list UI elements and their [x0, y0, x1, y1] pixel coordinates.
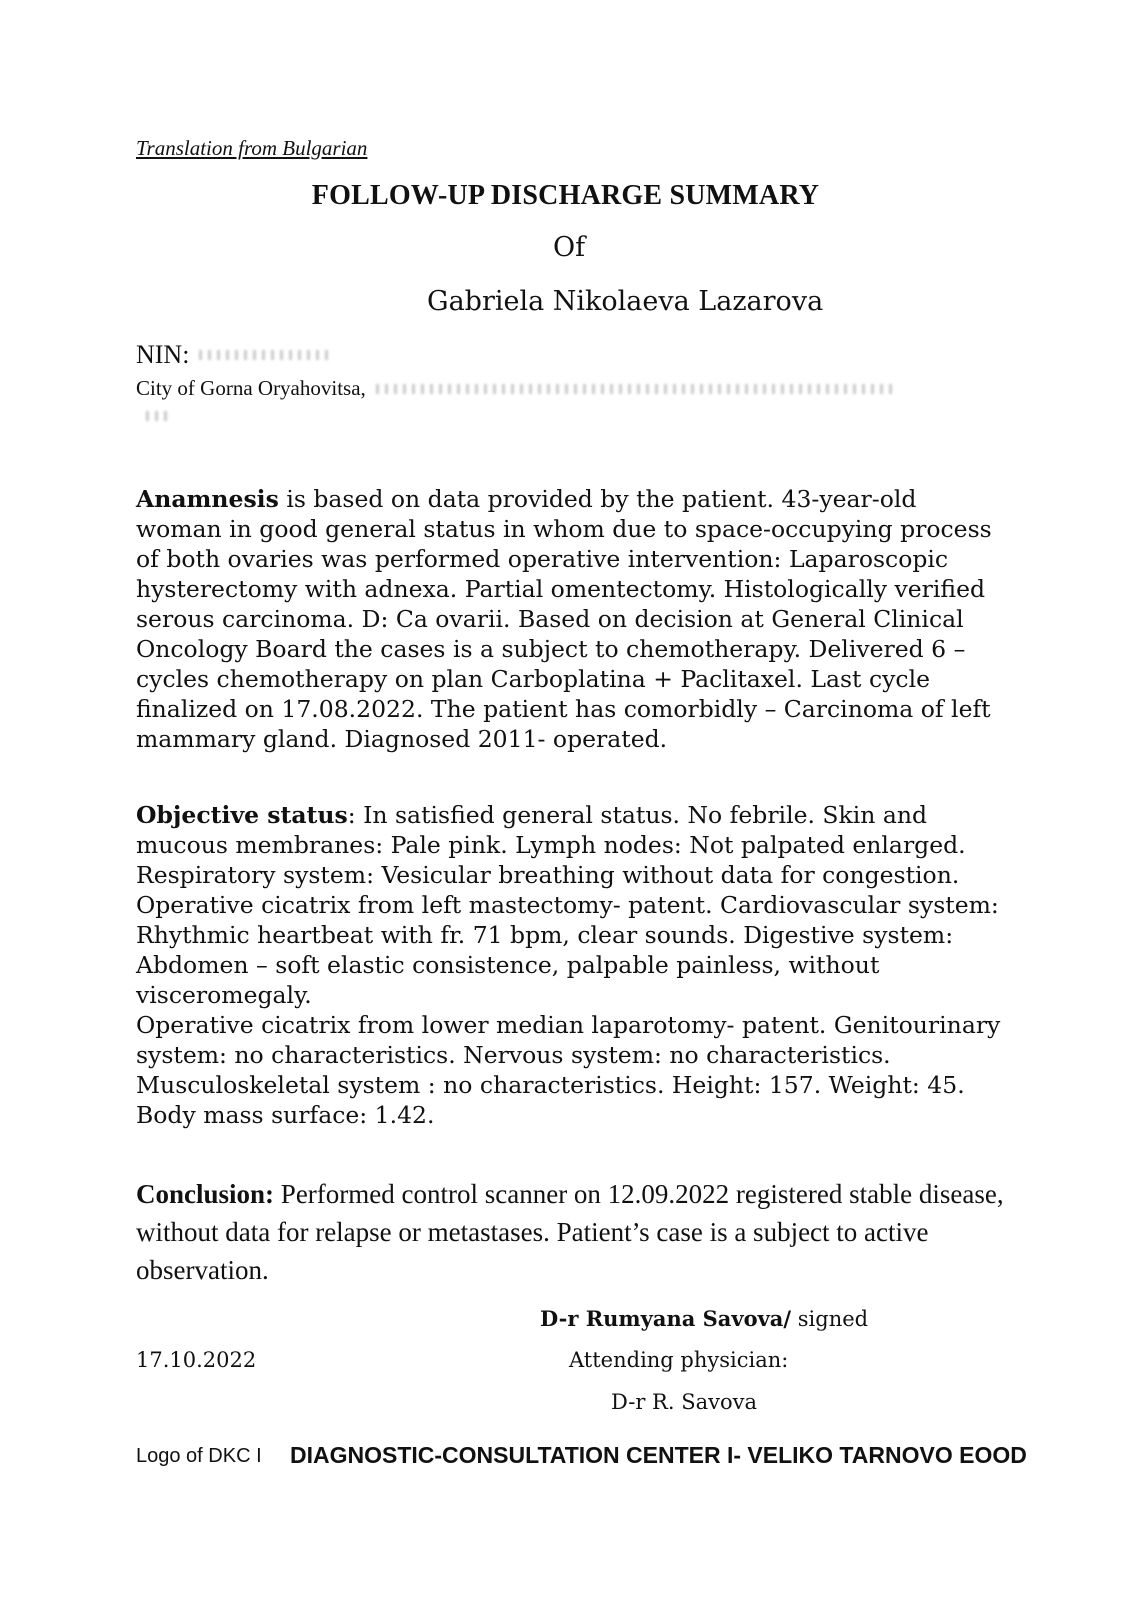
- conclusion-text: Performed control scanner on 12.09.2022 registered stable disease, without data for relapse or metastases. Patient’s case is a subject to active observation.: [136, 1179, 1004, 1285]
- anamnesis-label: Anamnesis: [136, 485, 279, 513]
- anamnesis-paragraph: [136, 484, 1006, 754]
- redacted-address: [376, 384, 896, 394]
- conclusion-label: Conclusion:: [136, 1179, 275, 1209]
- address-continuation: [136, 408, 168, 426]
- objective-label: Objective status: [136, 801, 348, 829]
- doctor-short-name: D-r R. Savova: [611, 1390, 757, 1414]
- signed-note: signed: [791, 1307, 869, 1331]
- nin-row: [136, 340, 329, 370]
- patient-name: Gabriela Nikolaeva Lazarova: [427, 286, 824, 317]
- objective-status-section: [136, 800, 1006, 1130]
- attending-label: Attending physician:: [569, 1348, 789, 1372]
- of-label: Of: [553, 232, 586, 263]
- objective-text: : In satisfied general status. No febrile. Skin and mucous membranes: Pale pink. Lymph nodes: Not palpated enlarged. Respiratory system: Vesicular breathing without data for congestion. Operative cicatrix from left mastectomy- patent. Cardiovascular system: Rhythmic heartbeat with fr. 71 bpm, clear sounds. Digestive system: Abdomen – soft elastic consistence, palpable painless, without visceromegaly.: [136, 801, 999, 1009]
- document-title: FOLLOW-UP DISCHARGE SUMMARY: [311, 180, 820, 211]
- doctor-name: D-r Rumyana Savova/: [540, 1306, 792, 1331]
- address-city: City of Gorna Oryahovitsa,: [136, 376, 366, 400]
- center-name: DIAGNOSTIC-CONSULTATION CENTER I- VELIKO TARNOVO EOOD: [290, 1442, 1027, 1468]
- nin-label: NIN:: [136, 340, 190, 369]
- objective-paragraph-2: Operative cicatrix from lower median laparotomy- patent. Genitourinary system: no characteristics. Nervous system: no characteristics. Musculoskeletal system : no characteristics. Height: 157. Weight: 45. Body mass surface: 1.42.: [136, 1011, 1001, 1129]
- address-row: [136, 376, 896, 401]
- objective-paragraph: [136, 800, 1006, 1010]
- signature-line: [540, 1306, 868, 1331]
- translation-note: Translation from Bulgarian: [136, 136, 368, 160]
- logo-placeholder: Logo of DKC I: [136, 1445, 262, 1467]
- conclusion-paragraph: [136, 1175, 1016, 1289]
- redacted-address-cont: [146, 411, 168, 421]
- redacted-nin: [199, 350, 329, 360]
- document-date: 17.10.2022: [136, 1348, 257, 1372]
- anamnesis-text: is based on data provided by the patient. 43-year-old woman in good general status in whom due to space-occupying process of both ovaries was performed operative intervention: Laparoscopic hysterectomy with adnexa. Partial omentectomy. Histologically verified serous carcinoma. D: Ca ovarii. Based on decision at General Clinical Oncology Board the cases is a subject to chemotherapy. Delivered 6 – cycles chemotherapy on plan Carboplatina + Paclitaxel. Last cycle finalized on 17.08.2022. The patient has comorbidly – Carcinoma of left mammary gland. Diagnosed 2011- operated.: [136, 485, 992, 753]
